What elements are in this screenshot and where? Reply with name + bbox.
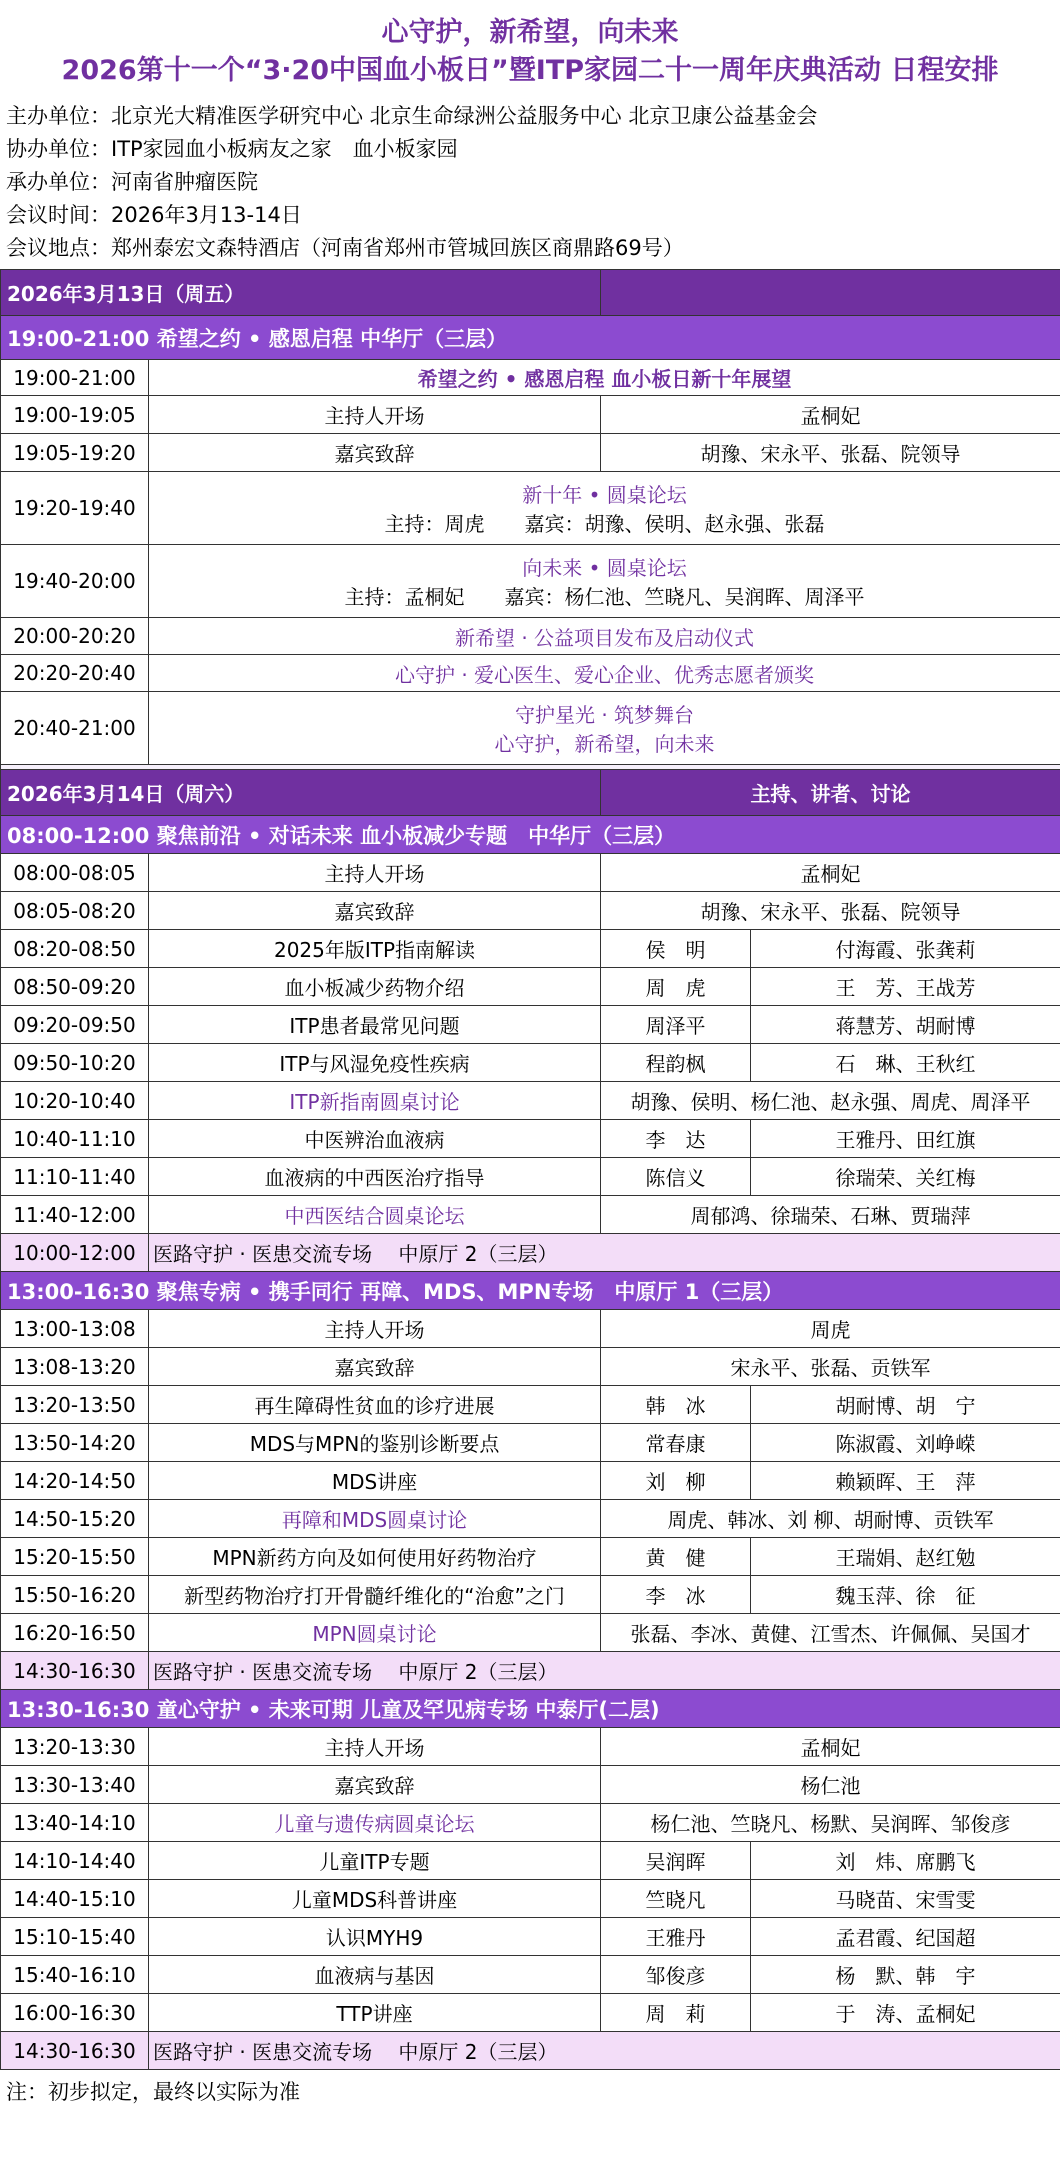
host-line: 承办单位：河南省肿瘤医院 xyxy=(6,166,1060,199)
people-cell: 张磊、李冰、黄健、江雪杰、许佩佩、吴国才 xyxy=(601,1614,1060,1652)
discussant-cell: 蒋慧芳、胡耐博 xyxy=(751,1006,1060,1044)
topic-cell: TTP讲座 xyxy=(149,1994,601,2032)
session-title: 守护星光 · 筑梦舞台 xyxy=(149,699,1060,728)
time-cell: 13:20-13:50 xyxy=(1,1386,149,1424)
table-row xyxy=(1,1538,1060,1576)
people-cell: 孟桐妃 xyxy=(601,1728,1060,1766)
topic-cell: 认识MYH9 xyxy=(149,1918,601,1956)
topic-cell: MPN圆桌讨论 xyxy=(149,1614,601,1652)
topic-cell: 儿童ITP专题 xyxy=(149,1842,601,1880)
people-cell: 周郁鸿、徐瑞荣、石琳、贾瑞萍 xyxy=(601,1196,1060,1234)
schedule-table xyxy=(0,269,1060,2070)
topic-cell: 中西医结合圆桌论坛 xyxy=(149,1196,601,1234)
page-title xyxy=(0,14,1060,90)
discussant-cell: 陈淑霞、刘峥嵘 xyxy=(751,1424,1060,1462)
speaker-cell: 李 冰 xyxy=(601,1576,751,1614)
table-row xyxy=(1,1158,1060,1196)
table-row xyxy=(1,892,1060,930)
speaker-cell: 吴润晖 xyxy=(601,1842,751,1880)
time-cell: 10:20-10:40 xyxy=(1,1082,149,1120)
time-cell: 14:10-14:40 xyxy=(1,1842,149,1880)
highlight-row xyxy=(1,1234,1060,1272)
topic-cell: 主持人开场 xyxy=(149,1310,601,1348)
topic-cell: 血液病的中西医治疗指导 xyxy=(149,1158,601,1196)
topic-cell: 儿童MDS科普讲座 xyxy=(149,1880,601,1918)
topic-cell: 儿童与遗传病圆桌论坛 xyxy=(149,1804,601,1842)
topic-cell: 嘉宾致辞 xyxy=(149,434,601,472)
topic-cell: ITP新指南圆桌讨论 xyxy=(149,1082,601,1120)
topic-cell: 主持人开场 xyxy=(149,854,601,892)
table-row xyxy=(1,1348,1060,1386)
session-title: 新希望 · 公益项目发布及启动仪式 xyxy=(149,618,1060,655)
section-title: 08:00-12:00 聚焦前沿 • 对话未来 血小板减少专题 中华厅（三层） xyxy=(1,816,1060,854)
topic-cell: 新型药物治疗打开骨髓纤维化的“治愈”之门 xyxy=(149,1576,601,1614)
table-row xyxy=(1,1728,1060,1766)
time-cell: 14:30-16:30 xyxy=(1,1652,149,1690)
discussant-cell: 刘 炜、席鹏飞 xyxy=(751,1842,1060,1880)
session-cell xyxy=(149,692,1060,765)
table-row xyxy=(1,1842,1060,1880)
time-cell: 13:00-13:08 xyxy=(1,1310,149,1348)
discussant-cell: 王瑞娟、赵红勉 xyxy=(751,1538,1060,1576)
table-row xyxy=(1,1918,1060,1956)
table-row xyxy=(1,1500,1060,1538)
topic-cell: ITP与风湿免疫性疾病 xyxy=(149,1044,601,1082)
speaker-cell: 竺晓凡 xyxy=(601,1880,751,1918)
table-row xyxy=(1,1576,1060,1614)
time-cell: 14:30-16:30 xyxy=(1,2032,149,2070)
table-row xyxy=(1,968,1060,1006)
forum-cell xyxy=(149,545,1060,618)
speaker-cell: 韩 冰 xyxy=(601,1386,751,1424)
people-cell: 孟桐妃 xyxy=(601,854,1060,892)
highlight-text: 医路守护 · 医患交流专场 中原厅 2（三层） xyxy=(149,1652,1060,1690)
organizer-line: 主办单位：北京光大精准医学研究中心 北京生命绿洲公益服务中心 北京卫康公益基金会 xyxy=(6,100,1060,133)
topic-cell: 嘉宾致辞 xyxy=(149,1766,601,1804)
time-cell: 08:20-08:50 xyxy=(1,930,149,968)
day-column-header xyxy=(601,270,1060,316)
discussant-cell: 杨 默、韩 宇 xyxy=(751,1956,1060,1994)
speaker-cell: 周 虎 xyxy=(601,968,751,1006)
forum-participants: 主持：孟桐妃 嘉宾：杨仁池、竺晓凡、吴润晖、周泽平 xyxy=(149,581,1060,610)
time-cell: 19:40-20:00 xyxy=(1,545,149,618)
time-cell: 19:00-21:00 xyxy=(1,360,149,396)
discussant-cell: 石 琳、王秋红 xyxy=(751,1044,1060,1082)
speaker-cell: 程韵枫 xyxy=(601,1044,751,1082)
speaker-cell: 侯 明 xyxy=(601,930,751,968)
forum-participants: 主持：周虎 嘉宾：胡豫、侯明、赵永强、张磊 xyxy=(149,508,1060,537)
people-cell: 杨仁池、竺晓凡、杨默、吴润晖、邹俊彦 xyxy=(601,1804,1060,1842)
forum-title: 向未来 • 圆桌论坛 xyxy=(149,552,1060,581)
venue-line: 会议地点：郑州泰宏文森特酒店（河南省郑州市管城回族区商鼎路69号） xyxy=(6,232,1060,265)
topic-cell: ITP患者最常见问题 xyxy=(149,1006,601,1044)
highlight-text: 医路守护 · 医患交流专场 中原厅 2（三层） xyxy=(149,2032,1060,2070)
topic-cell: MDS与MPN的鉴别诊断要点 xyxy=(149,1424,601,1462)
session-subtitle: 心守护，新希望，向未来 xyxy=(149,728,1060,757)
speaker-cell: 黄 健 xyxy=(601,1538,751,1576)
topic-cell: 再障和MDS圆桌讨论 xyxy=(149,1500,601,1538)
people-cell: 周虎、韩冰、刘 柳、胡耐博、贡铁军 xyxy=(601,1500,1060,1538)
time-cell: 15:40-16:10 xyxy=(1,1956,149,1994)
speaker-cell: 王雅丹 xyxy=(601,1918,751,1956)
time-cell: 15:20-15:50 xyxy=(1,1538,149,1576)
time-cell: 14:50-15:20 xyxy=(1,1500,149,1538)
speaker-cell: 刘 柳 xyxy=(601,1462,751,1500)
time-cell: 11:40-12:00 xyxy=(1,1196,149,1234)
section-row xyxy=(1,316,1060,360)
speaker-cell: 李 达 xyxy=(601,1120,751,1158)
discussant-cell: 付海霞、张龚莉 xyxy=(751,930,1060,968)
time-cell: 20:40-21:00 xyxy=(1,692,149,765)
day-column-header: 主持、讲者、讨论 xyxy=(601,770,1060,816)
forum-title: 新十年 • 圆桌论坛 xyxy=(149,479,1060,508)
topic-cell: 嘉宾致辞 xyxy=(149,892,601,930)
discussant-cell: 孟君霞、纪国超 xyxy=(751,1918,1060,1956)
time-cell: 20:20-20:40 xyxy=(1,655,149,692)
time-cell: 13:30-13:40 xyxy=(1,1766,149,1804)
time-cell: 08:50-09:20 xyxy=(1,968,149,1006)
table-row xyxy=(1,1044,1060,1082)
section-row xyxy=(1,1272,1060,1310)
people-cell: 胡豫、宋永平、张磊、院领导 xyxy=(601,892,1060,930)
section-row xyxy=(1,1690,1060,1728)
people-cell: 胡豫、侯明、杨仁池、赵永强、周虎、周泽平 xyxy=(601,1082,1060,1120)
speaker-cell: 常春康 xyxy=(601,1424,751,1462)
table-row xyxy=(1,1424,1060,1462)
discussant-cell: 胡耐博、胡 宁 xyxy=(751,1386,1060,1424)
table-row xyxy=(1,930,1060,968)
time-cell: 08:05-08:20 xyxy=(1,892,149,930)
topic-cell: 嘉宾致辞 xyxy=(149,1348,601,1386)
table-row xyxy=(1,472,1060,545)
time-cell: 15:10-15:40 xyxy=(1,1918,149,1956)
people-cell: 周虎 xyxy=(601,1310,1060,1348)
table-row xyxy=(1,1462,1060,1500)
title-main: 2026第十一个“3·20中国血小板日”暨ITP家园二十一周年庆典活动 日程安排 xyxy=(0,52,1060,90)
topic-cell: 主持人开场 xyxy=(149,396,601,434)
table-row xyxy=(1,434,1060,472)
date-line: 会议时间：2026年3月13-14日 xyxy=(6,199,1060,232)
table-row xyxy=(1,618,1060,655)
section-title: 13:30-16:30 童心守护 • 未来可期 儿童及罕见病专场 中泰厅(二层) xyxy=(1,1690,1060,1728)
table-row xyxy=(1,360,1060,396)
session-title: 心守护 · 爱心医生、爱心企业、优秀志愿者颁奖 xyxy=(149,655,1060,692)
time-cell: 10:00-12:00 xyxy=(1,1234,149,1272)
co-organizer-line: 协办单位：ITP家园血小板病友之家 血小板家园 xyxy=(6,133,1060,166)
time-cell: 13:20-13:30 xyxy=(1,1728,149,1766)
time-cell: 16:00-16:30 xyxy=(1,1994,149,2032)
speaker-cell: 邹俊彦 xyxy=(601,1956,751,1994)
time-cell: 20:00-20:20 xyxy=(1,618,149,655)
topic-cell: 主持人开场 xyxy=(149,1728,601,1766)
people-cell: 胡豫、宋永平、张磊、院领导 xyxy=(601,434,1060,472)
topic-cell: 血液病与基因 xyxy=(149,1956,601,1994)
time-cell: 14:40-15:10 xyxy=(1,1880,149,1918)
table-row xyxy=(1,692,1060,765)
time-cell: 15:50-16:20 xyxy=(1,1576,149,1614)
day-header-row xyxy=(1,770,1060,816)
time-cell: 10:40-11:10 xyxy=(1,1120,149,1158)
speaker-cell: 周 莉 xyxy=(601,1994,751,2032)
table-row xyxy=(1,1956,1060,1994)
time-cell: 19:05-19:20 xyxy=(1,434,149,472)
discussant-cell: 魏玉萍、徐 征 xyxy=(751,1576,1060,1614)
table-row xyxy=(1,854,1060,892)
topic-cell: 再生障碍性贫血的诊疗进展 xyxy=(149,1386,601,1424)
discussant-cell: 徐瑞荣、关红梅 xyxy=(751,1158,1060,1196)
table-row xyxy=(1,655,1060,692)
topic-cell: 2025年版ITP指南解读 xyxy=(149,930,601,968)
people-cell: 宋永平、张磊、贡铁军 xyxy=(601,1348,1060,1386)
discussant-cell: 马晓苗、宋雪雯 xyxy=(751,1880,1060,1918)
table-row xyxy=(1,1880,1060,1918)
discussant-cell: 于 涛、孟桐妃 xyxy=(751,1994,1060,2032)
table-row xyxy=(1,396,1060,434)
time-cell: 16:20-16:50 xyxy=(1,1614,149,1652)
time-cell: 19:00-19:05 xyxy=(1,396,149,434)
time-cell: 13:40-14:10 xyxy=(1,1804,149,1842)
table-row xyxy=(1,1994,1060,2032)
table-row xyxy=(1,1196,1060,1234)
time-cell: 09:20-09:50 xyxy=(1,1006,149,1044)
title-slogan: 心守护，新希望，向未来 xyxy=(0,14,1060,52)
topic-cell: 血小板减少药物介绍 xyxy=(149,968,601,1006)
day-label: 2026年3月14日（周六） xyxy=(1,770,601,816)
topic-cell: MDS讲座 xyxy=(149,1462,601,1500)
table-row xyxy=(1,1614,1060,1652)
speaker-cell: 周泽平 xyxy=(601,1006,751,1044)
speaker-cell: 陈信义 xyxy=(601,1158,751,1196)
topic-cell: MPN新药方向及如何使用好药物治疗 xyxy=(149,1538,601,1576)
section-title: 13:00-16:30 聚焦专病 • 携手同行 再障、MDS、MPN专场 中原厅 1（三层） xyxy=(1,1272,1060,1310)
discussant-cell: 赖颖晖、王 萍 xyxy=(751,1462,1060,1500)
time-cell: 13:08-13:20 xyxy=(1,1348,149,1386)
time-cell: 13:50-14:20 xyxy=(1,1424,149,1462)
table-row xyxy=(1,1006,1060,1044)
footnote: 注：初步拟定，最终以实际为准 xyxy=(0,2076,1060,2106)
table-row xyxy=(1,1082,1060,1120)
table-row xyxy=(1,1386,1060,1424)
session-title: 希望之约 • 感恩启程 血小板日新十年展望 xyxy=(149,360,1060,396)
time-cell: 09:50-10:20 xyxy=(1,1044,149,1082)
table-row xyxy=(1,1766,1060,1804)
time-cell: 19:20-19:40 xyxy=(1,472,149,545)
section-row xyxy=(1,816,1060,854)
table-row xyxy=(1,1120,1060,1158)
discussant-cell: 王雅丹、田红旗 xyxy=(751,1120,1060,1158)
section-title: 19:00-21:00 希望之约 • 感恩启程 中华厅（三层） xyxy=(1,316,1060,360)
people-cell: 杨仁池 xyxy=(601,1766,1060,1804)
table-row xyxy=(1,1804,1060,1842)
time-cell: 14:20-14:50 xyxy=(1,1462,149,1500)
day-label: 2026年3月13日（周五） xyxy=(1,270,601,316)
event-info xyxy=(0,100,1060,265)
time-cell: 08:00-08:05 xyxy=(1,854,149,892)
forum-cell xyxy=(149,472,1060,545)
highlight-row xyxy=(1,2032,1060,2070)
discussant-cell: 王 芳、王战芳 xyxy=(751,968,1060,1006)
table-row xyxy=(1,545,1060,618)
people-cell: 孟桐妃 xyxy=(601,396,1060,434)
day-header-row xyxy=(1,270,1060,316)
topic-cell: 中医辨治血液病 xyxy=(149,1120,601,1158)
table-row xyxy=(1,1310,1060,1348)
highlight-text: 医路守护 · 医患交流专场 中原厅 2（三层） xyxy=(149,1234,1060,1272)
time-cell: 11:10-11:40 xyxy=(1,1158,149,1196)
highlight-row xyxy=(1,1652,1060,1690)
